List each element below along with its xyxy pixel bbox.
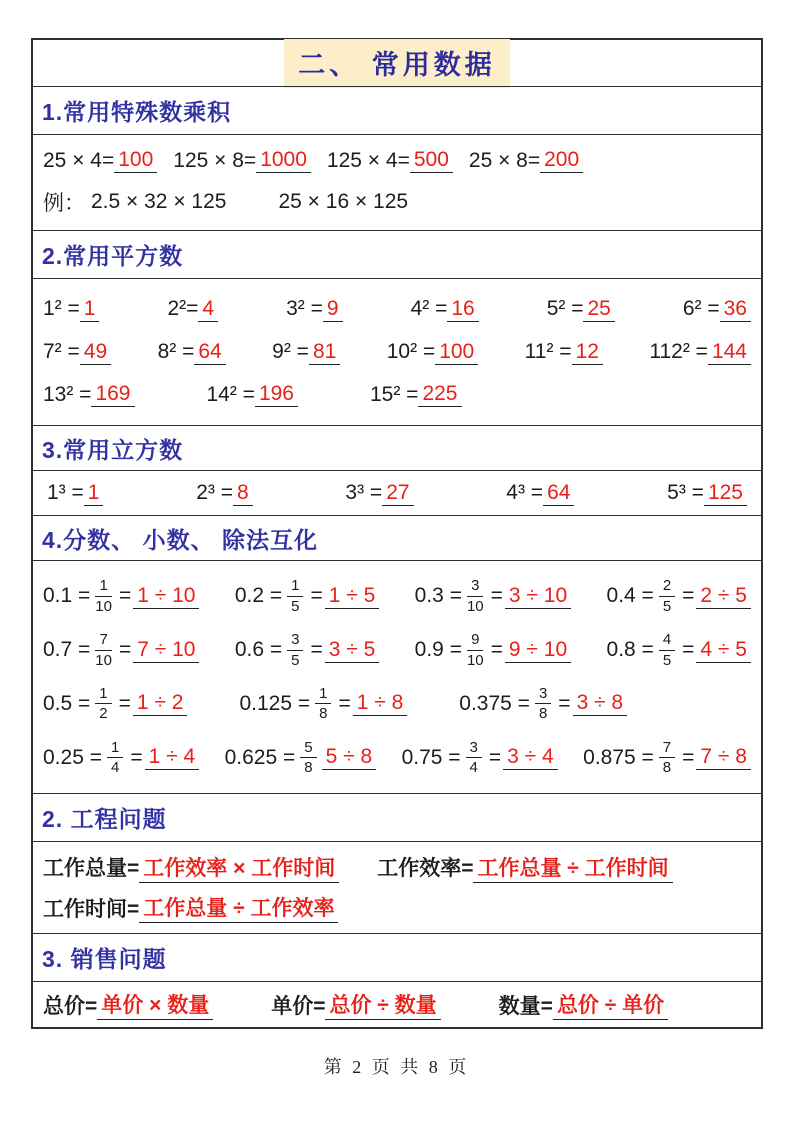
- equation-answer: 1 ÷ 2: [133, 691, 188, 716]
- equation-answer: 1000: [256, 148, 311, 173]
- fraction-denominator: 10: [95, 597, 112, 615]
- equals-sign: =: [558, 691, 571, 715]
- fraction: [535, 685, 551, 723]
- squares-line-3: [43, 382, 751, 407]
- equation-answer: 1 ÷ 10: [133, 584, 199, 609]
- equation-answer: 196: [255, 382, 298, 407]
- equation-lhs: 1³ =: [47, 481, 84, 504]
- equation-lhs: 0.375 =: [459, 691, 530, 715]
- equation: [43, 148, 157, 173]
- fraction-equation: [43, 631, 199, 669]
- fraction-equation: [43, 739, 199, 777]
- equation-lhs: 10² =: [386, 340, 436, 363]
- fractions-line-2: [43, 631, 751, 669]
- products-line: [43, 148, 751, 173]
- equation-lhs: 0.5 =: [43, 691, 91, 715]
- equation-lhs: 2³ =: [196, 481, 233, 504]
- fraction: [287, 577, 303, 615]
- equation-lhs: 15² =: [370, 382, 419, 406]
- fraction: [467, 631, 484, 669]
- equation-lhs: 3³ =: [345, 481, 383, 504]
- equals-sign: =: [118, 584, 132, 608]
- formula-lhs: 工作时间=: [43, 897, 140, 921]
- equation-lhs: 2²=: [167, 297, 199, 321]
- example-expression-2: 25 × 16 × 125: [278, 189, 409, 213]
- equals-sign: =: [310, 584, 323, 608]
- work-formula-line-1: [43, 852, 751, 883]
- formula: [43, 852, 339, 883]
- equation-answer: 3 ÷ 8: [573, 691, 628, 716]
- equation-answer: 225: [418, 382, 461, 407]
- fraction: [95, 631, 112, 669]
- equation-answer: 64: [543, 481, 574, 506]
- equation-lhs: 0.875 =: [583, 745, 654, 769]
- equation-lhs: 4³ =: [506, 481, 544, 504]
- formula: [377, 852, 672, 883]
- equals-sign: =: [310, 638, 323, 662]
- equation-answer: 36: [720, 297, 751, 322]
- section-heading-squares: [33, 230, 761, 278]
- fraction-equation: [459, 685, 627, 723]
- fraction-denominator: 10: [466, 651, 484, 669]
- fraction-numerator: 9: [467, 631, 483, 650]
- fraction: [659, 631, 675, 669]
- fraction-denominator: 5: [291, 651, 300, 669]
- formula-answer: 工作效率 × 工作时间: [139, 852, 339, 883]
- equation-lhs: 3² =: [286, 297, 323, 321]
- equation-answer: 49: [80, 340, 111, 365]
- equation-answer: 3 ÷ 10: [505, 584, 571, 609]
- equation-answer: 9: [323, 297, 343, 322]
- equation-answer: 81: [309, 340, 340, 365]
- equation-answer: 64: [194, 340, 225, 365]
- equation: [196, 481, 252, 506]
- equation-lhs: 9² =: [272, 340, 309, 363]
- equation-answer: 2 ÷ 5: [696, 584, 751, 609]
- equals-sign: =: [130, 745, 143, 769]
- equation: [272, 340, 340, 365]
- equation-lhs: 25 × 4=: [43, 148, 115, 172]
- fraction-equation: [43, 577, 199, 615]
- section-heading-work-problems: [33, 793, 761, 841]
- fractions-content: [33, 560, 761, 793]
- formula: [499, 989, 668, 1020]
- squares-line-2: [43, 340, 751, 365]
- equation: [43, 297, 99, 322]
- formula-answer: 总价 ÷ 单价: [553, 989, 668, 1020]
- equation: [173, 148, 311, 173]
- equation-lhs: 11² =: [524, 340, 572, 363]
- equation: [411, 297, 479, 322]
- equation-answer: 1: [80, 297, 100, 322]
- formula-lhs: 工作效率=: [377, 857, 474, 881]
- equation-answer: 1 ÷ 8: [353, 691, 408, 716]
- fraction-numerator: 3: [467, 577, 483, 596]
- equation: [506, 481, 574, 506]
- equals-sign: =: [682, 638, 695, 662]
- fraction: [659, 739, 675, 777]
- section-heading-label: 2.常用平方数: [42, 243, 184, 269]
- equals-sign: =: [338, 691, 351, 715]
- fraction-numerator: 3: [287, 631, 303, 650]
- formula: [43, 892, 338, 923]
- equation-answer: 27: [382, 481, 413, 506]
- equation: [547, 297, 615, 322]
- fraction: [315, 685, 331, 723]
- fraction-equation: [225, 739, 377, 777]
- fraction: [659, 577, 675, 615]
- formula-answer: 单价 × 数量: [97, 989, 213, 1020]
- formula-lhs: 工作总量=: [43, 857, 140, 881]
- equation: [370, 382, 462, 407]
- equation: [327, 148, 453, 173]
- fraction-equation: [402, 739, 558, 777]
- equation-lhs: 13² =: [43, 382, 92, 406]
- sales-formula-line: [43, 989, 751, 1020]
- equation-answer: 7 ÷ 8: [696, 745, 751, 770]
- fraction-equation: [583, 739, 751, 777]
- fraction-numerator: 1: [95, 577, 111, 596]
- equation: [286, 297, 342, 322]
- fraction-numerator: 7: [659, 739, 675, 758]
- fraction-equation: [235, 577, 379, 615]
- fractions-line-4: [43, 739, 751, 777]
- section-heading-label: 3. 销售问题: [42, 946, 167, 972]
- example-label: 例：: [43, 191, 85, 215]
- equation-answer: 16: [447, 297, 478, 322]
- fraction-denominator: 5: [662, 597, 672, 615]
- fraction-denominator: 8: [538, 705, 548, 723]
- fraction-equation: [415, 577, 571, 615]
- squares-line-1: [43, 297, 751, 322]
- fraction-numerator: 3: [535, 685, 551, 704]
- equation: [469, 148, 583, 173]
- equation: [43, 382, 135, 407]
- cubes-line: [43, 481, 751, 506]
- equals-sign: =: [490, 638, 503, 662]
- equation-answer: 169: [91, 382, 134, 407]
- formula-answer: 总价 ÷ 数量: [325, 989, 440, 1020]
- equation-answer: 4: [198, 297, 218, 322]
- fraction-denominator: 8: [304, 759, 313, 777]
- equation-answer: 8: [233, 481, 253, 506]
- formula: [43, 989, 213, 1020]
- fraction-equation: [43, 685, 187, 723]
- equation-lhs: 8² =: [157, 340, 195, 363]
- fraction-denominator: 4: [110, 759, 120, 777]
- equation-answer: 100: [114, 148, 157, 173]
- equation-answer: 500: [410, 148, 453, 173]
- equation: [649, 340, 751, 365]
- equation-lhs: 125 × 8=: [173, 148, 257, 172]
- equals-sign: =: [682, 584, 695, 608]
- section-heading-cubes: [33, 425, 761, 470]
- fraction: [287, 631, 303, 669]
- fractions-line-3: [43, 685, 751, 723]
- title-row: [33, 40, 761, 86]
- page-title: 二、 常用数据: [284, 39, 510, 88]
- equation-lhs: 0.625 =: [224, 745, 296, 769]
- section-heading-label: 1.常用特殊数乘积: [42, 99, 232, 125]
- equation-lhs: 14² =: [206, 382, 255, 406]
- section-heading-sales-problems: [33, 933, 761, 981]
- formula-answer: 工作总量 ÷ 工作时间: [473, 852, 672, 883]
- equation-lhs: 6² =: [682, 297, 720, 321]
- equation-lhs: 0.125 =: [239, 691, 311, 715]
- fraction-numerator: 1: [315, 685, 331, 704]
- example-expression-1: 2.5 × 32 × 125: [91, 189, 227, 213]
- equation-lhs: 0.8 =: [606, 638, 654, 662]
- section-heading-fractions: [33, 515, 761, 560]
- equals-sign: =: [682, 745, 695, 769]
- formula-answer: 工作总量 ÷ 工作效率: [139, 892, 338, 923]
- fraction-denominator: 10: [466, 597, 484, 615]
- sales-formulas-content: [33, 981, 761, 1027]
- equation-answer: 5 ÷ 8: [322, 745, 377, 770]
- equation-answer: 3 ÷ 4: [503, 745, 558, 770]
- section-heading-label: 3.常用立方数: [42, 436, 184, 463]
- fraction-denominator: 2: [99, 705, 108, 723]
- fraction-denominator: 8: [662, 759, 672, 777]
- equation-lhs: 5³ =: [667, 481, 704, 504]
- fraction-numerator: 4: [659, 631, 675, 650]
- equation: [47, 481, 103, 506]
- formula-lhs: 总价=: [43, 994, 98, 1018]
- equation: [525, 340, 603, 365]
- equation: [43, 340, 111, 365]
- fraction-numerator: 1: [287, 577, 303, 596]
- fraction-denominator: 5: [662, 651, 672, 669]
- fractions-line-1: [43, 577, 751, 615]
- equation: [167, 297, 218, 322]
- equation-answer: 1 ÷ 4: [145, 745, 200, 770]
- squares-content: [33, 278, 761, 425]
- fraction-numerator: 1: [107, 739, 123, 758]
- page-footer: 第 2 页 共 8 页: [323, 1057, 470, 1077]
- equation-lhs: 25 × 8=: [468, 148, 541, 172]
- fraction-equation: [239, 685, 407, 723]
- fraction-numerator: 3: [466, 739, 482, 758]
- fraction: [95, 577, 112, 615]
- equation-answer: 4 ÷ 5: [696, 638, 751, 663]
- equation-answer: 1 ÷ 5: [325, 584, 380, 609]
- special-products-content: [33, 134, 761, 230]
- fraction-equation: [235, 631, 379, 669]
- equation: [667, 481, 747, 506]
- fraction-equation: [607, 577, 751, 615]
- equation-answer: 125: [704, 481, 747, 506]
- example-line: [43, 187, 751, 217]
- equation-answer: 9 ÷ 10: [505, 638, 571, 663]
- equation-lhs: 1² =: [43, 297, 80, 321]
- equation: [345, 481, 413, 506]
- equation-lhs: 0.3 =: [414, 584, 462, 608]
- equation-lhs: 112² =: [649, 340, 708, 363]
- cubes-content: [33, 470, 761, 515]
- formula-lhs: 数量=: [498, 994, 553, 1018]
- equation-answer: 25: [583, 297, 614, 322]
- fraction: [467, 577, 484, 615]
- work-formula-line-2: [43, 892, 751, 923]
- fraction-numerator: 2: [659, 577, 675, 596]
- fraction-denominator: 5: [291, 597, 300, 615]
- equation-lhs: 4² =: [410, 297, 448, 321]
- equation-lhs: 0.2 =: [234, 584, 283, 608]
- equals-sign: =: [488, 745, 502, 769]
- equation-answer: 100: [435, 340, 478, 365]
- equation: [207, 382, 299, 407]
- work-formulas-content: [33, 841, 761, 933]
- fraction-numerator: 5: [300, 739, 316, 758]
- equals-sign: =: [490, 584, 503, 608]
- equation-lhs: 0.75 =: [401, 745, 461, 769]
- formula: [271, 989, 440, 1020]
- section-heading-special-products: [33, 86, 761, 134]
- equation-answer: 144: [708, 340, 751, 365]
- section-heading-label: 4.分数、 小数、 除法互化: [42, 526, 318, 553]
- equation-lhs: 0.25 =: [43, 745, 102, 769]
- equation-answer: 3 ÷ 5: [325, 638, 380, 663]
- fraction: [300, 739, 316, 777]
- formula-lhs: 单价=: [271, 994, 326, 1018]
- fraction: [95, 685, 111, 723]
- fraction-numerator: 7: [95, 631, 111, 650]
- equation-lhs: 0.4 =: [606, 584, 654, 608]
- equation-answer: 7 ÷ 10: [133, 638, 199, 663]
- fraction-equation: [607, 631, 751, 669]
- data-table: [31, 38, 763, 1029]
- equation-lhs: 0.6 =: [234, 638, 283, 662]
- equation: [683, 297, 751, 322]
- equals-sign: =: [118, 638, 132, 662]
- fraction-equation: [415, 631, 571, 669]
- equation-lhs: 0.9 =: [414, 638, 462, 662]
- fraction: [107, 739, 123, 777]
- fraction-denominator: 8: [319, 705, 328, 723]
- equation-lhs: 0.7 =: [43, 638, 91, 662]
- equation-answer: 200: [540, 148, 583, 173]
- equation-lhs: 7² =: [43, 340, 80, 363]
- equation-lhs: 0.1 =: [43, 584, 91, 608]
- fraction: [466, 739, 482, 777]
- equals-sign: =: [118, 691, 131, 715]
- fraction-denominator: 10: [95, 651, 112, 669]
- equation-lhs: 5² =: [546, 297, 584, 321]
- fraction-denominator: 4: [469, 759, 478, 777]
- section-heading-label: 2. 工程问题: [42, 806, 167, 832]
- equation-answer: 1: [84, 481, 104, 506]
- equation: [387, 340, 479, 365]
- equation-answer: 12: [572, 340, 603, 365]
- equation: [158, 340, 226, 365]
- equation-lhs: 125 × 4=: [326, 148, 410, 172]
- fraction-numerator: 1: [95, 685, 111, 704]
